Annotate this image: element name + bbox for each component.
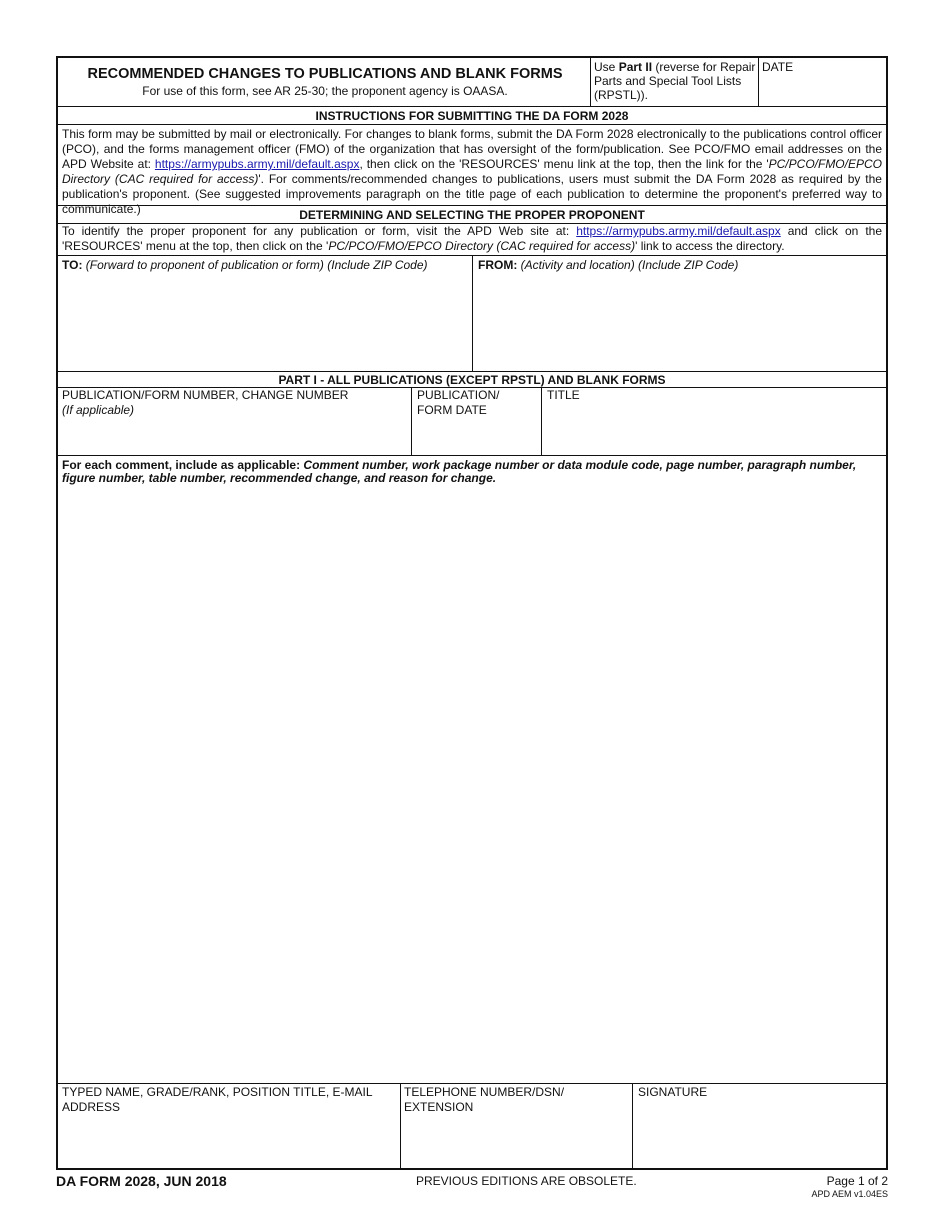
instructions-heading: INSTRUCTIONS FOR SUBMITTING THE DA FORM 2028 (315, 109, 629, 123)
part1-heading: PART I - ALL PUBLICATIONS (EXCEPT RPSTL) AND BLANK FORMS (278, 373, 666, 387)
publication-number-hint: (If applicable) (62, 403, 135, 417)
comments-area[interactable] (60, 490, 884, 1080)
obsolete-notice: PREVIOUS EDITIONS ARE OBSOLETE. (416, 1174, 637, 1188)
from-label: FROM: (478, 258, 518, 272)
to-label: TO: (62, 258, 83, 272)
apd-website-link-2[interactable]: https://armypubs.army.mil/default.aspx (576, 224, 781, 238)
proponent-text: To identify the proper proponent for any publication or form, visit the APD Web site at: https://armypubs.army.mil/default.aspx and click on the 'RESOURCES' menu at the top, then click on the 'PC/PCO/FMO/EPCO Directory (CAC required for access)' link to access the directory. (62, 224, 882, 253)
from-hint: (Activity and location) (Include ZIP Code) (517, 258, 739, 272)
telephone-label: TELEPHONE NUMBER/DSN/ EXTENSION (404, 1085, 565, 1114)
instructions-text: This form may be submitted by mail or electronically. For changes to blank forms, submit the DA Form 2028 electronically to the publications control officer (PCO), and the forms management officer (FMO) of the organization that has oversight of the form/publication. See PCO/FMO email addresses on the APD Website at: https://armypubs.army.mil/default.aspx, then click on the 'RESOURCES' menu link at the top, then the link for the 'PC/PCO/FMO/EPCO Directory (CAC required for access)'. For comments/recommended changes to publications, users must submit the DA Form 2028 as required by the publication's proponent. (See suggested improvements paragraph on the title page of each publication to determine the proponent's preferred way to communicate.) (62, 127, 882, 216)
publication-number-field[interactable] (62, 388, 408, 454)
to-hint: (Forward to proponent of publication or form) (Include ZIP Code) (82, 258, 428, 272)
title-label: TITLE (547, 388, 580, 402)
version-label: APD AEM v1.04ES (811, 1189, 888, 1199)
date-label: DATE (762, 60, 794, 74)
form-subtitle: For use of this form, see AR 25-30; the proponent agency is OAASA. (142, 84, 508, 98)
typed-name-label: TYPED NAME, GRADE/RANK, POSITION TITLE, E-MAIL ADDRESS (62, 1085, 373, 1114)
form-title-block (58, 66, 592, 98)
part2-note: Use Part II (reverse for Repair Parts and Special Tool Lists (RPSTL)). (594, 60, 756, 102)
page-number: Page 1 of 2 (826, 1174, 888, 1188)
proponent-heading: DETERMINING AND SELECTING THE PROPER PROPONENT (299, 208, 645, 222)
title-field[interactable] (547, 388, 883, 454)
from-field[interactable] (478, 258, 886, 368)
comment-instructions: For each comment, include as applicable: Comment number, work package number or data module code, page number, paragraph number, figure number, table number, recommended change, and reason for change. (62, 458, 857, 485)
typed-name-field[interactable] (62, 1085, 396, 1169)
date-field[interactable] (762, 60, 884, 104)
publication-number-label: PUBLICATION/FORM NUMBER, CHANGE NUMBER (62, 388, 349, 402)
apd-website-link[interactable]: https://armypubs.army.mil/default.aspx (154, 157, 360, 171)
form-id: DA FORM 2028, JUN 2018 (56, 1173, 227, 1189)
publication-date-field[interactable]: PUBLICATION/ FORM DATE (417, 388, 500, 417)
to-field[interactable] (62, 258, 470, 368)
telephone-field[interactable] (404, 1085, 624, 1169)
signature-field[interactable] (638, 1085, 884, 1169)
signature-label: SIGNATURE (638, 1085, 708, 1099)
da-form-2028 (56, 56, 888, 1170)
form-title: RECOMMENDED CHANGES TO PUBLICATIONS AND BLANK FORMS (87, 66, 563, 82)
